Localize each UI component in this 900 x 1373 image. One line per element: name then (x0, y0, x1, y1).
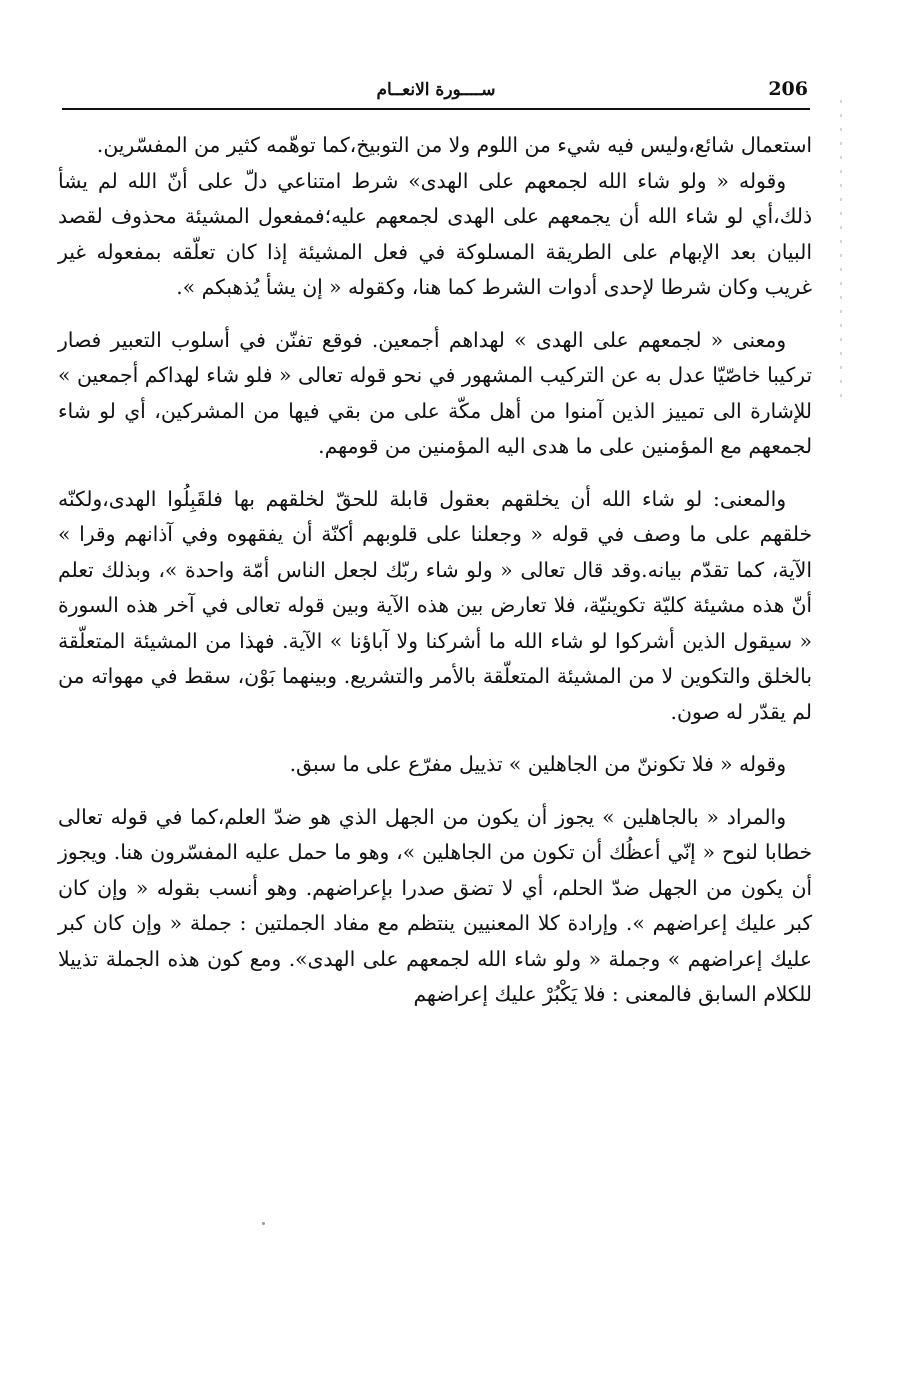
paragraph-6: والمراد « بالجاهلين » يجوز أن يكون من الجهل الذي هو ضدّ العلم،كما في قوله تعالى خطابا لنوح « إنّي أعظُك أن تكون من الجاهلين »، وهو ما حمل عليه المفسّرون هنا. ويجوز أن يكون من الجهل ضدّ الحلم، أي لا تضق صدرا بإعراضهم. وهو أنسب بقوله « وإن كان كبر عليك إعراضهم ». وإرادة كلا المعنيين ينتظم مع مفاد الجملتين : جملة « وإن كان كبر عليك إعراضهم » وجملة « ولو شاء الله لجمعهم على الهدى». ومع كون هذه الجملة تذييلا للكلام السابق فالمعنى : فلا يَكْبُرْ عليك إعراضهم (58, 804, 812, 1006)
paragraph-2: وقوله « ولو شاء الله لجمعهم على الهدى» شرط امتناعي دلّ على أنّ الله لم يشأ ذلك،أي لو شاء الله أن يجمعهم على الهدى لجمعهم عليه؛فمفعول المشيئة محذوف لقصد البيان بعد الإبهام على الطريقة المسلوكة في فعل المشيئة إذا كان تعلّقه بمفعوله غير غريب وكان شرطا لإحدى أدوات الشرط كما هنا، وكقوله « إن يشأ يُذهبكم ». (58, 168, 812, 299)
page-number: 206 (768, 78, 808, 100)
running-title: ســــورة الانعــام (376, 80, 496, 100)
paragraph-3: ومعنى « لجمعهم على الهدى » لهداهم أجمعين. فوقع تفنّن في أسلوب التعبير فصار تركيبا خاصّيّا عدل به عن التركيب المشهور في نحو قوله تعالى « فلو شاء لهداكم أجمعين » للإشارة الى تمييز الذين آمنوا من أهل مكّة على من بقي فيها من المشركين، أي لو شاء لجمعهم مع المؤمنين على ما هدى اليه المؤمنين من قومهم. (58, 327, 812, 458)
paragraph-4: والمعنى: لو شاء الله أن يخلقهم بعقول قابلة للحقّ لخلقهم بها فلقَبِلُوا الهدى،ولكنّه خلقهم على ما وصف في قوله « وجعلنا على قلوبهم أكنّة أن يفقهوه وفي آذانهم وقرا » الآية، كما تقدّم بيانه.وقد قال تعالى « ولو شاء ربّك لجعل الناس أمّة واحدة »، وبذلك تعلم أنّ هذه مشيئة كليّة تكوينيّة، فلا تعارض بين هذه الآية وبين قوله تعالى في آخر هذه السورة « سيقول الذين أشركوا لو شاء الله ما أشركنا ولا آباؤنا » الآية. فهذا من المشيئة المتعلّقة بالخلق والتكوين لا من المشيئة المتعلّقة بالأمر والتشريع. وبينهما بَوْن، سقط في مهواته من لم يقدّر له صون. (58, 486, 812, 724)
scan-edge-mark (840, 100, 842, 400)
page-header (62, 72, 810, 110)
body-text (58, 128, 812, 1013)
paragraph-1: استعمال شائع،وليس فيه شيء من اللوم ولا من التوبيخ،كما توهّمه كثير من المفسّرين. (96, 133, 812, 157)
scan-speck (262, 1222, 265, 1225)
paragraph-5: وقوله « فلا تكوننّ من الجاهلين » تذييل مفرّع على ما سبق. (289, 752, 786, 776)
